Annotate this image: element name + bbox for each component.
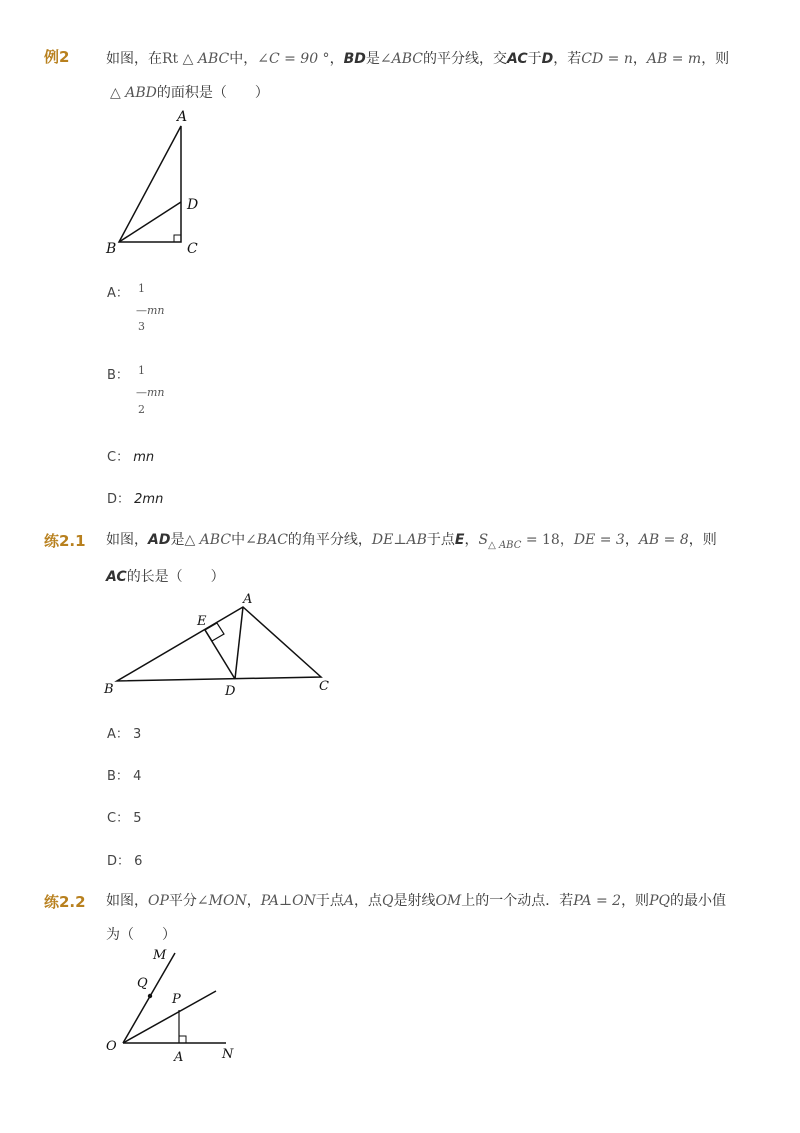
- option-value: 2mn: [134, 492, 164, 507]
- math: AC: [106, 569, 127, 585]
- math: PQ: [649, 893, 670, 909]
- fraction-denominator: 3: [138, 320, 145, 333]
- option-b-label[interactable]: B：: [107, 368, 129, 383]
- math: OP: [148, 893, 169, 909]
- label-d: D: [187, 197, 199, 213]
- text: 是射线: [393, 893, 436, 909]
- text: 是: [170, 532, 185, 548]
- ray-om: [123, 953, 175, 1043]
- math: BD: [343, 51, 366, 67]
- text: 于点: [426, 532, 455, 548]
- math: ∠MON: [196, 893, 247, 909]
- math: AB = m: [646, 51, 702, 67]
- math: CD = n: [581, 51, 633, 67]
- math: PA = 2: [573, 893, 622, 909]
- option-value: 4: [133, 769, 142, 784]
- math: OM: [435, 893, 462, 909]
- text: 如图，在: [106, 51, 162, 67]
- math: ∠BAC: [245, 532, 288, 548]
- label-a: A: [243, 592, 253, 607]
- math: ABD: [125, 85, 157, 101]
- math: AB = 8: [638, 532, 689, 548]
- text: ，则: [701, 51, 730, 67]
- label-m: M: [153, 948, 167, 963]
- label-e: E: [197, 614, 207, 629]
- math: DE = 3: [573, 532, 625, 548]
- math: Q: [381, 893, 394, 909]
- text: 如图，: [106, 893, 148, 909]
- text: 是: [365, 51, 380, 67]
- text: 平分: [168, 893, 197, 909]
- fraction-numerator: 1: [138, 282, 145, 295]
- label-d: D: [225, 684, 236, 699]
- text: 于点: [315, 893, 344, 909]
- practice-tag: 练2.2: [44, 893, 86, 911]
- text: ，则: [688, 532, 717, 548]
- math: E: [454, 532, 465, 548]
- text: 中，: [229, 51, 258, 67]
- text: ，: [246, 893, 261, 909]
- label-b: B: [106, 241, 117, 257]
- option-label: C：: [107, 811, 130, 826]
- option-value: 3: [133, 727, 142, 742]
- ray-op: [123, 991, 216, 1043]
- math: ABC: [197, 51, 230, 67]
- label-o: O: [106, 1039, 117, 1054]
- label-q: Q: [137, 976, 148, 991]
- text: ，: [632, 51, 647, 67]
- math: PA⊥ON: [260, 893, 316, 909]
- right-angle-mark: [179, 1036, 186, 1043]
- option-label: D：: [107, 492, 131, 507]
- text: 于: [527, 51, 542, 67]
- option-a-label[interactable]: A：: [107, 286, 129, 301]
- text: 如图，: [106, 532, 148, 548]
- text: ，: [624, 532, 639, 548]
- fraction-variable: mn: [147, 304, 165, 317]
- option-label: C：: [107, 450, 130, 465]
- math: S: [478, 532, 489, 548]
- math: △: [110, 85, 126, 101]
- text: 上的一个动点．若: [461, 893, 574, 909]
- example-tag: 例2: [44, 48, 70, 66]
- text: 的角平分线，: [287, 532, 372, 548]
- math: △ ABC: [184, 532, 232, 548]
- text: 的平分线，交: [422, 51, 507, 67]
- text: ，若: [553, 51, 582, 67]
- text: 的面积是（ ）: [156, 85, 269, 101]
- text: 的最小值: [669, 893, 726, 909]
- fraction-numerator: 1: [138, 364, 145, 377]
- math: D: [541, 51, 554, 67]
- text: 的长是（ ）: [126, 569, 225, 585]
- label-a: A: [174, 1050, 184, 1065]
- math: A: [343, 893, 354, 909]
- math: AC: [506, 51, 528, 67]
- label-c: C: [319, 679, 329, 694]
- fraction-variable: mn: [147, 386, 165, 399]
- label-p: P: [172, 992, 181, 1007]
- text: ，点: [353, 893, 382, 909]
- text: ，: [464, 532, 479, 548]
- option-label: B：: [107, 769, 129, 784]
- fraction-bar: —: [136, 386, 147, 399]
- math-subscript: △ ABC: [488, 539, 522, 551]
- math: ∠C = 90 °: [257, 51, 330, 67]
- math: ∠ABC: [379, 51, 423, 67]
- math: Rt △: [162, 51, 198, 67]
- math: DE⊥AB: [371, 532, 427, 548]
- point-q: [148, 994, 152, 998]
- option-label: D：: [107, 854, 131, 869]
- option-value: mn: [133, 450, 155, 465]
- fraction-bar: —: [136, 304, 147, 317]
- label-a: A: [177, 109, 188, 125]
- label-b: B: [104, 682, 114, 697]
- option-value: 5: [133, 811, 142, 826]
- text: ，则: [621, 893, 650, 909]
- fraction-denominator: 2: [138, 403, 145, 416]
- math: = 18，: [521, 532, 574, 548]
- label-n: N: [222, 1047, 234, 1062]
- label-c: C: [187, 241, 198, 257]
- text: 为（ ）: [106, 927, 176, 943]
- option-label: A：: [107, 727, 129, 742]
- option-value: 6: [134, 854, 143, 869]
- text: ，: [329, 51, 344, 67]
- text: 中: [231, 532, 246, 548]
- math: AD: [148, 532, 171, 548]
- practice-tag: 练2.1: [44, 532, 86, 550]
